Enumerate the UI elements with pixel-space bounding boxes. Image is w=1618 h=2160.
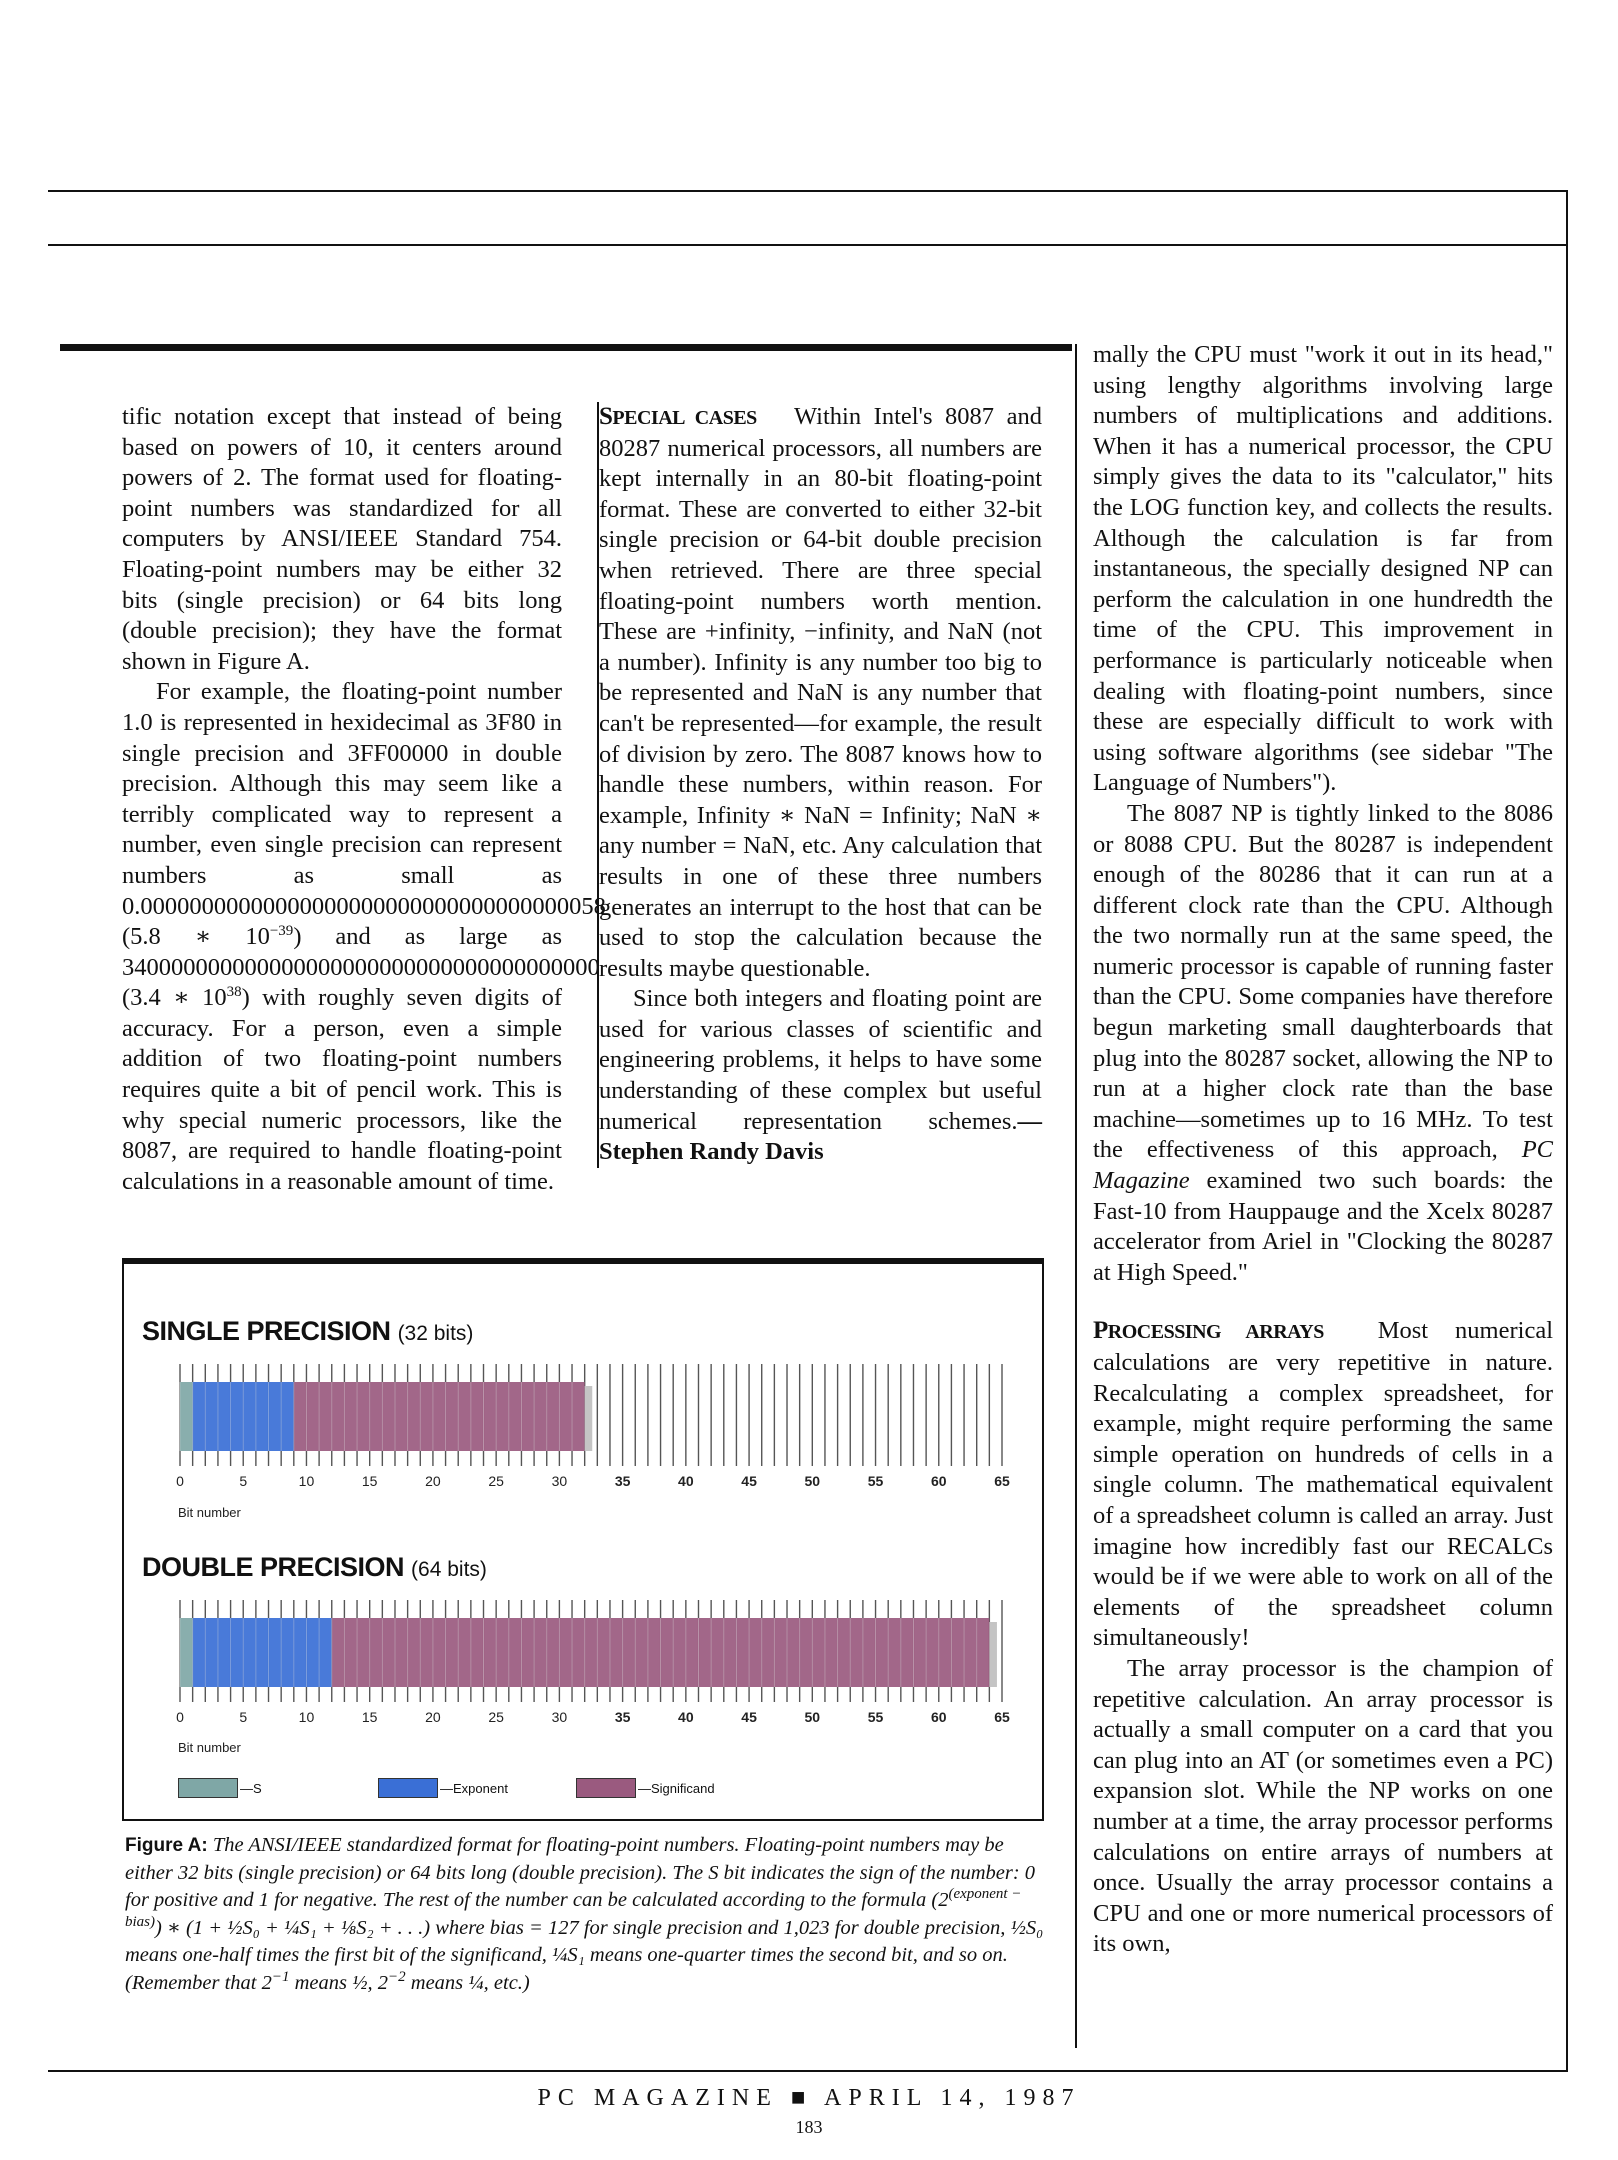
bit-number-label: Bit number xyxy=(178,1505,241,1520)
tick-label: 65 xyxy=(994,1473,1010,1489)
tick-label: 15 xyxy=(361,1473,378,1489)
tick-label: 55 xyxy=(867,1709,884,1725)
segment-significand xyxy=(294,1382,585,1451)
content-top-thick-rule xyxy=(60,344,1072,351)
tick-label: 10 xyxy=(298,1709,315,1725)
tick-label: 55 xyxy=(867,1473,884,1489)
legend-swatch-s xyxy=(178,1778,238,1798)
tick-label: 35 xyxy=(614,1473,631,1489)
tick-label: 65 xyxy=(994,1709,1010,1725)
legend-swatch-exponent xyxy=(378,1778,438,1798)
legend-significand: — Significand xyxy=(576,1778,715,1798)
double-precision-chart xyxy=(124,1582,1042,1727)
tick-label: 40 xyxy=(678,1473,694,1489)
single-precision-chart xyxy=(124,1346,1042,1491)
tick-label: 5 xyxy=(239,1473,248,1489)
text-column-2 xyxy=(597,402,1042,1168)
figure-caption xyxy=(125,1832,1045,1998)
tick-label: 0 xyxy=(176,1709,184,1725)
tick-label: 30 xyxy=(551,1709,568,1725)
tick-label: 40 xyxy=(678,1709,694,1725)
caption-text: The ANSI/IEEE standardized format for floating-point numbers. Floating-point numbers may be either 32 bits (single precision) or 64 bits long (double precision). The S bit indicates the sign of the number: 0 for positive and 1 for negative. The rest of the number can be calculated according to the formula $(2^{(exponent - bias)})$ ∗ (1 + ½S₀ + ¼S₁ + ⅛S₂ + . . .) where bias = 127 for single precision and 1,023 for double precision, ½S₀ means one-half times the first bit of the significand, ¼S₁ means one-quarter times the second bit, and so on. (Remember that $2^{-1}$ means ½, $2^{-2}$ means ¼, etc.) xyxy=(125,1834,1044,1994)
footer-rule xyxy=(48,2070,1568,2072)
paragraph: The array processor is the champion of repetitive calculation. An array processor is actually a small computer on a card that you can plug into an AT (or sometimes even a PC) expansion slot. While the NP works on one number at a time, the array processor performs calculations on entire arrays of numbers at once. Usually the array processor contains a CPU and one or more numerical processors of its own, xyxy=(1093,1654,1553,1958)
tick-label: 20 xyxy=(425,1473,441,1489)
bar-shadow xyxy=(585,1386,593,1451)
paragraph: Since both integers and floating point are used for various classes of scientific and engineering problems, it helps to have some understanding of these complex but useful numerical representation schemes.—Stephen Randy Davis xyxy=(599,985,1042,1166)
paragraph: The 8087 NP is tightly linked to the 8086 or 8088 CPU. But the 80287 is independent enough of the 80286 that it can run at a different clock rate than the CPU. Although the two normally run at the same speed, the numeric processor is capable of running faster than the CPU. Some companies have therefore begun marketing small daughterboards that plug into the 80287 socket, allowing the NP to run at a higher clock rate than the base machine—sometimes up to 16 MHz. To test the effectiveness of this approach, PC Magazine examined two such boards: the Fast-10 from Hauppauge and the Xcelx 80287 accelerator from Ariel in "Clocking the 80287 at High Speed." xyxy=(1093,799,1554,1286)
section-heading-special-cases: SPECIAL CASES xyxy=(599,403,757,430)
legend-exponent: — Exponent xyxy=(378,1778,508,1798)
column-divider xyxy=(1075,344,1077,2048)
bit-number-label: Bit number xyxy=(178,1740,241,1755)
paragraph: For example, the floating-point number 1.0 is represented in hexidecimal as 3F80 in single precision and 3FF00000 in double precision. Although this may seem like a terribly complicated way to represent a number, even single precision can represent numbers as small as 0.00000000000000000000000000000000000058 (5.8 ∗ $10^{-39}$) and as large as 340000000000000000000000000000000000000 (3.4 ∗ $10^{38}$) with roughly seven digits of accuracy. For a person, even a simple addition of two floating-point numbers requires quite a bit of pencil work. This is why special numeric processors, like the 8087, are required to handle floating-point calculations in a reasonable amount of time. xyxy=(122,678,606,1195)
caption-label: Figure A: xyxy=(125,1835,208,1856)
segment-exponent xyxy=(193,1618,332,1687)
running-footer: PC MAGAZINE ■ APRIL 14, 1987 xyxy=(537,2085,1081,2111)
paragraph: SPECIAL CASES Within Intel's 8087 and 80287 numerical processors, all numbers are kept internally in an 80-bit floating-point format. These are converted to either 32-bit single precision or 64-bit double precision when retrieved. There are three special floating-point numbers worth mention. These are +infinity, −infinity, and NaN (not a number). Infinity is any number too big to be represented and NaN is any number that can't be represented—for example, the result of division by zero. The 8087 knows how to handle these numbers, within reason. For example, Infinity ∗ NaN = Infinity; NaN ∗ any number = NaN, etc. Any calculation that results in one of these three numbers generates an interrupt to the host that can be used to stop the calculation because the results maybe questionable. xyxy=(599,403,1042,982)
author-signature: —Stephen Randy Davis xyxy=(599,1107,1042,1166)
text-column-1 xyxy=(122,402,606,1197)
header-top-rule xyxy=(48,190,1568,192)
bar-shadow xyxy=(989,1622,997,1687)
tick-label: 20 xyxy=(425,1709,441,1725)
tick-label: 45 xyxy=(741,1473,757,1489)
column-divider-right xyxy=(1566,244,1568,2072)
page-number: 183 xyxy=(795,2117,823,2137)
section-heading-processing-arrays: PROCESSING ARRAYS xyxy=(1093,1317,1324,1345)
paragraph: tific notation except that instead of being based on powers of 10, it centers around powers of 2. The format used for floating-point numbers was standardized for all computers by ANSI/IEEE Standard 754. Floating-point numbers may be either 32 bits (single precision) or 64 bits long (double precision); they have the format shown in Figure A. xyxy=(122,403,562,675)
tick-label: 45 xyxy=(741,1709,757,1725)
text-column-3 xyxy=(1093,340,1553,1960)
tick-label: 50 xyxy=(804,1709,821,1725)
legend-s: — S xyxy=(178,1778,262,1798)
header-right-rule xyxy=(1566,190,1568,246)
tick-label: 5 xyxy=(239,1709,248,1725)
paragraph: mally the CPU must "work it out in its head," using lengthy algorithms involving large numbers of multiplications and additions. When it has a numerical processor, the CPU simply gives the data to its "calculator," hits the LOG function key, and collects the results. Although the calculation is far from instantaneous, the specially designed NP can perform the calculation in one hundredth the time of the CPU. This improvement in performance is particularly noticeable when dealing with floating-point numbers, since these are especially difficult to work with using software algorithms (see sidebar "The Language of Numbers"). xyxy=(1093,341,1553,797)
segment-s xyxy=(180,1618,193,1687)
tick-label: 35 xyxy=(614,1709,631,1725)
tick-label: 15 xyxy=(361,1709,378,1725)
tick-label: 10 xyxy=(298,1473,315,1489)
tick-label: 0 xyxy=(176,1473,184,1489)
single-precision-title: SINGLE PRECISION (32 bits) xyxy=(142,1316,474,1346)
tick-label: 25 xyxy=(488,1709,504,1725)
figure-a xyxy=(122,1258,1044,1821)
tick-label: 25 xyxy=(488,1473,504,1489)
paragraph: PROCESSING ARRAYS Most numerical calculations are very repetitive in nature. Recalculating a complex spreadsheet, for example, might require performing the same simple operation on hundreds of cells in a single column. The mathematical equivalent of a spreadsheet column is called an array. Just imagine how incredibly fast our RECALCs would be if we were able to work on all of the elements of the spreadsheet column simultaneously! xyxy=(1093,1317,1554,1652)
tick-label: 50 xyxy=(804,1473,821,1489)
segment-s xyxy=(180,1382,193,1451)
tick-label: 60 xyxy=(930,1709,947,1725)
legend-swatch-significand xyxy=(576,1778,636,1798)
tick-label: 30 xyxy=(551,1473,568,1489)
double-precision-title: DOUBLE PRECISION (64 bits) xyxy=(142,1552,487,1582)
tick-label: 60 xyxy=(930,1473,947,1489)
header-bottom-rule xyxy=(48,244,1568,246)
